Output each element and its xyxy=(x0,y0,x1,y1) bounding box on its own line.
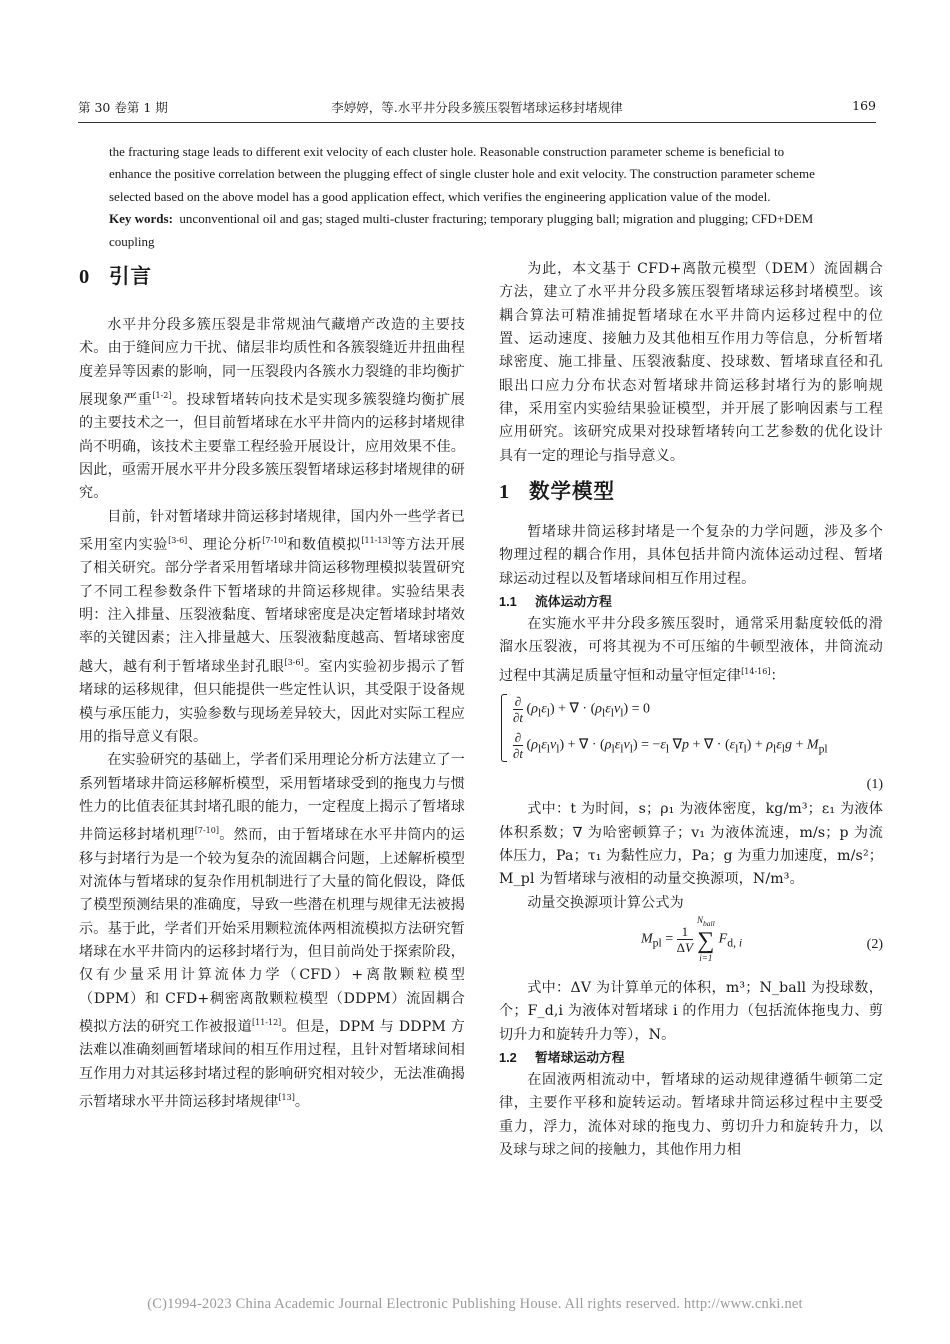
english-abstract xyxy=(109,141,851,253)
continuity-equation: $\frac{\partial}{\partial t}$ $(\rho_l\varepsilon_l)$ + ∇ · $(\rho_l\varepsilon_lv_l) = 0$ xyxy=(513,694,651,726)
equation-1 xyxy=(499,690,883,770)
section-heading-introduction: 0 引言 xyxy=(79,264,152,288)
citation: [14-16] xyxy=(741,666,771,676)
copyright-footer: (C)1994-2023 China Academic Journal Electronic Publishing House. All rights reserved. http://www.cnki.net xyxy=(147,1296,803,1312)
abstract-line: the fracturing stage leads to different exit velocity of each cluster hole. Reasonable construction parameter scheme is beneficial to xyxy=(109,144,785,159)
keywords-continuation: coupling xyxy=(109,233,155,249)
intro-paragraph-1: 水平井分段多簇压裂是非常规油气藏增产改造的主要技术。由于缝间应力干扰、储层非均质性和各簇裂缝近井扭曲程度差异等因素的影响，同一压裂段内各簇水力裂缝的非均衡扩展现象严重[1-2]。投球暂堵转向技术是实现多簇裂缝均衡扩展的主要技术之一，但目前暂堵球在水平井筒内的运移封堵规律尚不明确，该技术主要靠工程经验开展设计，应用效果不佳。因此，亟需开展水平井分段多簇压裂暂堵球运移封堵规律的研究。 xyxy=(79,317,465,502)
momentum-source-formula: $M_{pl}$ = $\frac{1}{\Delta V}$ $N_{ball}$ ∑ i=1 $F_{d, i}$ xyxy=(641,914,743,963)
citation: [13] xyxy=(278,1093,295,1102)
fluid-paragraph-1: 在实施水平井分段多簇压裂时，通常采用黏度较低的滑溜水压裂液，可将其视为不可压缩的牛顿型液体，井筒流动过程中其满足质量守恒和动量守恒定律[14-16]： xyxy=(499,616,883,684)
intro-paragraph-3: 在实验研究的基础上，学者们采用理论分析方法建立了一系列暂堵球井筒运移解析模型，采用暂堵球受到的拖曳力与惯性力的比值表征其封堵孔眼的能力，一定程度上揭示了暂堵球井筒运移封堵机理[7-10]。然而，由于暂堵球在水平井筒内的运移与封堵行为是一个较为复杂的流固耦合问题，上述解析模型对流体与暂堵球的复杂作用机制进行了大量的简化假设，降低了模型预测结果的准确度，导致一些潜在机理与规律无法被揭示。基于此，学者们开始采用颗粒流体两相流模拟方法研究暂堵球在水平井筒内的运移封堵行为，但目前尚处于探索阶段，仅有少量采用计算流体力学（CFD）+离散颗粒模型（DPM）和 CFD+稠密离散颗粒模型（DDPM）流固耦合模拟方法的研究工作被报道[11-12]。但是，DPM 与 DDPM 方法难以准确刻画暂堵球间的相互作用过程，且针对暂堵球间相互作用力对其运移封堵过程的影响研究相对较少，无法准确揭示暂堵球水平井筒运移封堵规律[13]。 xyxy=(79,752,465,1110)
intro-paragraph-4: 为此，本文基于 CFD+离散元模型（DEM）流固耦合方法，建立了水平井分段多簇压裂暂堵球运移封堵模型。该耦合算法可精准捕捉暂堵球在水平井筒内运移过程中的位置、运动速度、接触力及其他相互作用力等信息，分析暂堵球密度、施工排量、压裂液黏度、投球数、暂堵球直径和孔眼出口应力分布状态对暂堵球井筒运移封堵行为的影响规律，采用室内实验结果验证模型，并开展了影响因素与工程应用研究。该研究成果对投球暂堵转向工艺参数的优化设计具有一定的理论与指导意义。 xyxy=(499,261,883,464)
citation: [3-6] xyxy=(284,657,304,667)
right-column xyxy=(499,258,883,1162)
abstract-line: enhance the positive correlation between the plugging effect of single cluster hole and exit velocity. The construction parameter scheme xyxy=(109,166,815,182)
journal-volume: 第 30 卷第 1 期 xyxy=(78,100,168,115)
fluid-paragraph-2: 式中：t 为时间，s；ρ₁ 为液体密度，kg/m³；ε₁ 为液体体积系数；∇ 为哈密顿算子；v₁ 为液体流速，m/s；p 为流体压力，Pa；τ₁ 为黏性应力，Pa；g 为重力加速度，m/s²；M_pl 为暂堵球与液相的动量交换源项，N/m³。 xyxy=(499,801,883,888)
abstract-line: selected based on the above model has a good application effect, which verifies the engineering application value of the model. xyxy=(109,188,771,204)
momentum-equation: $\frac{\partial}{\partial t}$ $(\rho_l\varepsilon_lv_l)$ + ∇ · $(\rho_l\varepsilon_lv_l) = -\varepsilon_l$ ∇p + ∇ · $(\varepsilon_l\tau_l) + \rho_l\varepsilon_lg + M_{pl}$ xyxy=(513,730,828,762)
keywords-text: unconventional oil and gas; staged multi-cluster fracturing; temporary plugging ball; migration and plugging; CFD+DEM xyxy=(179,211,814,227)
citation: [7-10] xyxy=(262,536,287,546)
running-header xyxy=(78,98,876,118)
intro-paragraph-2: 目前，针对暂堵球井筒运移封堵规律，国内外一些学者已采用室内实验[3-6]、理论分析[7-10]和数值模拟[11-13]等方法开展了相关研究。部分学者采用暂堵球井筒运移物理模拟装置研究了不同工程参数条件下暂堵球的井筒运移规律。实验结果表明：注入排量、压裂液黏度、暂堵球密度是决定暂堵球封堵效率的关键因素；注入排量越大、压裂液黏度越高、暂堵球密度越大，越有利于暂堵球坐封孔眼[3-6]。室内实验初步揭示了暂堵球的运移规律，但只能提供一些定性认识，其受限于设备规模与承压能力，实验参数与现场差异较大，因此对实际工程应用的指导意义有限。 xyxy=(79,508,466,745)
section-heading-model: 1 数学模型 xyxy=(499,479,615,504)
citation: [1-2] xyxy=(152,391,172,401)
subsection-heading-ball-motion: 1.2 暂堵球运动方程 xyxy=(499,1049,625,1066)
header-rule xyxy=(78,122,876,123)
equation-1-number: (1) xyxy=(866,777,883,793)
page-number: 169 xyxy=(852,98,876,113)
equation-2 xyxy=(499,915,883,977)
subsection-heading-fluid: 1.1 流体运动方程 xyxy=(499,594,612,611)
equation-brace xyxy=(501,694,507,762)
citation: [7-10] xyxy=(194,826,219,836)
keywords-line xyxy=(109,208,851,230)
keywords-label: Key words: xyxy=(109,211,173,227)
fluid-paragraph-3: 动量交换源项计算公式为 xyxy=(527,894,684,911)
ball-motion-paragraph: 在固液两相流动中，暂堵球的运动规律遵循牛顿第二定律，主要作平移和旋转运动。暂堵球井筒运移过程中主要受重力，浮力，流体对球的拖曳力、剪切升力和旋转升力，以及球与球之间的接触力，其他作用力相 xyxy=(499,1071,883,1158)
citation: [11-12] xyxy=(252,1017,282,1027)
model-intro-paragraph: 暂堵球井筒运移封堵是一个复杂的力学问题，涉及多个物理过程的耦合作用，具体包括井筒内流体运动过程、暂堵球运动过程以及暂堵球间相互作用过程。 xyxy=(499,524,883,587)
citation: [11-13] xyxy=(361,536,391,546)
fluid-paragraph-4: 式中：ΔV 为计算单元的体积，m³；N_ball 为投球数，个；F_d,i 为液体对暂堵球 i 的作用力（包括流体拖曳力、剪切升力和旋转升力等），N。 xyxy=(499,979,883,1043)
article-short-title: 李婷婷，等.水平井分段多簇压裂暂堵球运移封堵规律 xyxy=(331,100,623,115)
citation: [3-6] xyxy=(168,536,188,546)
left-column xyxy=(79,258,465,1114)
equation-2-number: (2) xyxy=(866,936,883,952)
